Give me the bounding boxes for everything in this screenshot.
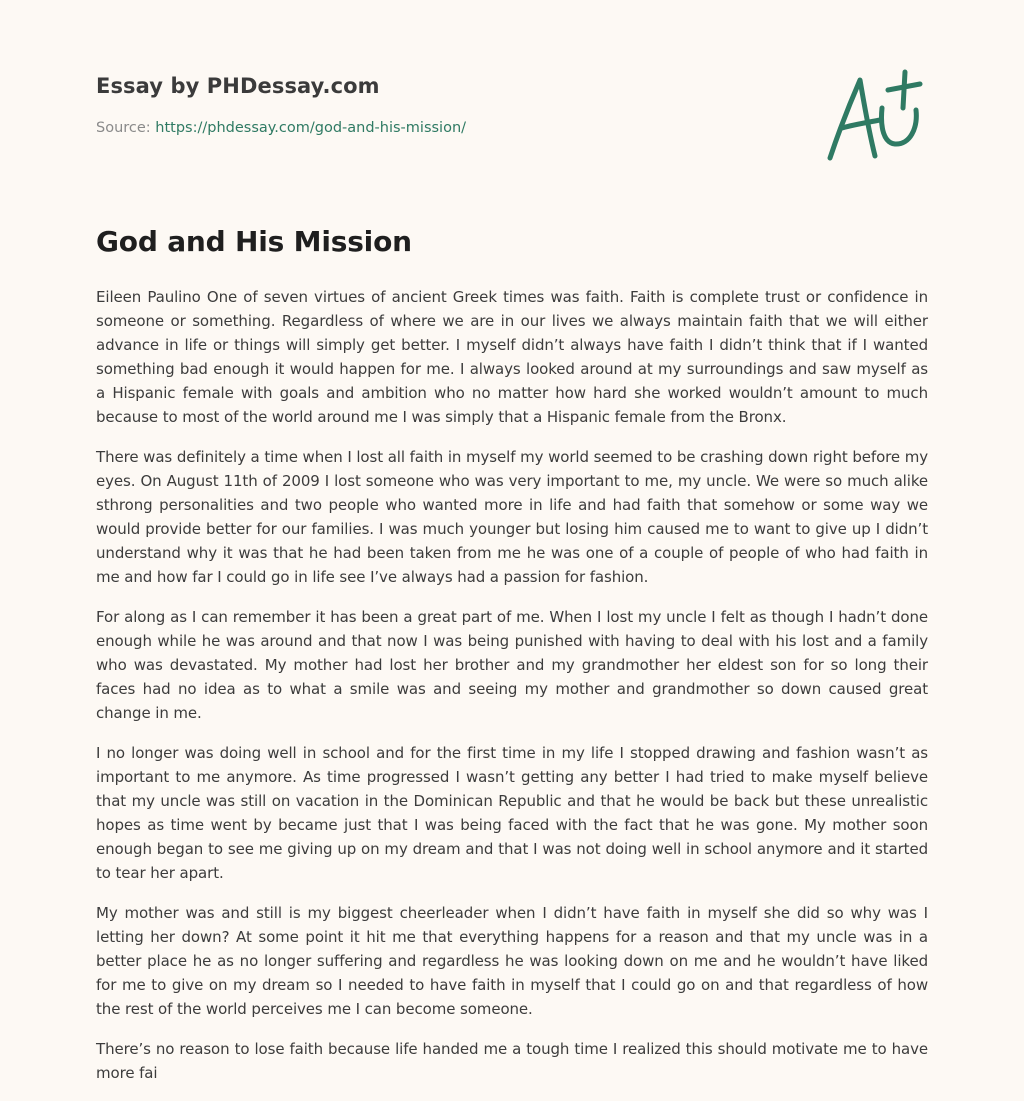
site-title: Essay by PHDessay.com: [96, 74, 380, 98]
essay-paragraph: Eileen Paulino One of seven virtues of ancient Greek times was faith. Faith is complete trust or confidence in someone or something. Regardless of where we are in our lives we always maintain faith that we will either advance in life or things will simply get better. I myself didn’t always have faith I didn’t think that if I wanted something bad enough it would happen for me. I always looked around at my surroundings and saw myself as a Hispanic female with goals and ambition who no matter how hard she worked wouldn’t amount to much because to most of the world around me I was simply that a Hispanic female from the Bronx.: [96, 288, 928, 426]
essay-paragraph: There was definitely a time when I lost all faith in myself my world seemed to be crashing down right before my eyes. On August 11th of 2009 I lost someone who was very important to me, my uncle. We were so much alike sthrong personalities and two people who wanted more in life and had faith that somehow or some way we would provide better for our families. I was much younger but losing him caused me to want to give up I didn’t understand why it was that he had been taken from me he was one of a couple of people of who had faith in me and how far I could go in life see I’ve always had a passion for fashion.: [96, 448, 928, 586]
essay-title: God and His Mission: [96, 225, 412, 258]
source-link[interactable]: https://phdessay.com/god-and-his-mission/: [155, 120, 467, 136]
essay-paragraph: There’s no reason to lose faith because life handed me a tough time I realized this should motivate me to have more fai: [96, 1040, 928, 1082]
essay-paragraph: I no longer was doing well in school and for the first time in my life I stopped drawing and fashion wasn’t as important to me anymore. As time progressed I wasn’t getting any better I had tried to make myself believe that my uncle was still on vacation in the Dominican Republic and that he would be back but these unrealistic hopes as time went by became just that I was being faced with the fact that he was gone. My mother soon enough began to see me giving up on my dream and that I was not doing well in school anymore and it started to tear her apart.: [96, 744, 928, 882]
essay-paragraph: For along as I can remember it has been a great part of me. When I lost my uncle I felt as though I hadn’t done enough while he was around and that now I was being punished with having to deal with his lost and a family who was devastated. My mother had lost her brother and my grandmother her eldest son for so long their faces had no idea as to what a smile was and seeing my mother and grandmother so down caused great change in me.: [96, 608, 928, 722]
a-plus-logo-icon: [820, 68, 930, 166]
page-header: [96, 74, 928, 136]
source-label: Source:: [96, 120, 151, 136]
essay-body: [96, 285, 928, 1101]
essay-paragraph: My mother was and still is my biggest cheerleader when I didn’t have faith in myself she did so why was I letting her down? At some point it hit me that everything happens for a reason and that my uncle was in a better place he as no longer suffering and regardless he was looking down on me and he wouldn’t have liked for me to give on my dream so I needed to have faith in myself that I could go on and that regardless of how the rest of the world perceives me I can become someone.: [96, 904, 928, 1018]
source-line: [96, 120, 928, 136]
